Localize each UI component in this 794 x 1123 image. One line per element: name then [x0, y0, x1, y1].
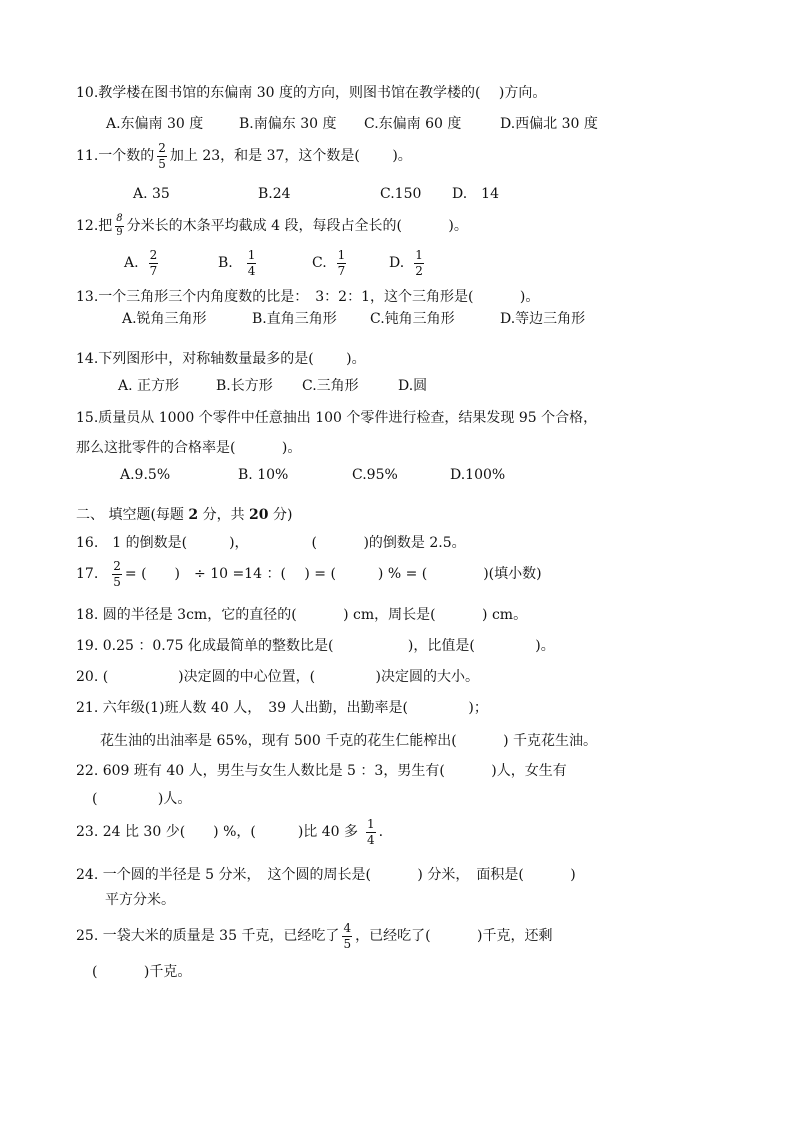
question-15-option-b: B. 10% — [238, 467, 289, 483]
fraction-denominator: 4 — [367, 832, 375, 847]
question-14-option-c: C.三角形 — [302, 378, 359, 394]
question-25-prefix: 25. 一袋大米的质量是 35 千克，已经吃了 — [76, 928, 340, 945]
option-label: D. — [389, 255, 405, 272]
question-25-line2: ( )千克。 — [92, 964, 192, 980]
fraction-denominator: 5 — [158, 156, 166, 171]
question-15-option-d: D.100% — [450, 467, 506, 483]
question-17 — [76, 560, 542, 588]
question-18: 18. 圆的半径是 3cm，它的直径的( ) cm，周长是( ) cm。 — [76, 607, 528, 623]
question-23-prefix: 23. 24 比 30 少( ) %，( )比 40 多 — [76, 824, 359, 841]
question-22-line2: ( )人。 — [92, 791, 192, 807]
fraction-numerator: 2 — [158, 141, 166, 155]
question-15-option-c: C.95% — [352, 467, 398, 483]
question-11-suffix: 加上 23，和是 37，这个数是( )。 — [169, 148, 412, 165]
question-13-option-d: D.等边三角形 — [500, 311, 586, 327]
heading-text: 分) — [268, 507, 293, 523]
option-label: A. — [124, 255, 139, 272]
question-21-line2: 花生油的出油率是 65%，现有 500 千克的花生仁能榨出( ) 千克花生油。 — [100, 733, 598, 749]
question-25-suffix: ，已经吃了( )千克，还剩 — [355, 928, 553, 945]
option-fraction — [247, 249, 257, 277]
fraction-numerator: 8 — [115, 214, 123, 227]
question-10-option-b: B.南偏东 30 度 — [239, 116, 337, 132]
option-label: B. — [218, 255, 233, 272]
question-17-suffix: = ( ) ÷ 10 =14 ：( ) = ( ) % = ( )(填小数) — [124, 566, 542, 583]
fraction-denominator: 4 — [247, 263, 256, 278]
fraction-numerator: 1 — [415, 248, 423, 262]
fraction-numerator: 2 — [149, 248, 158, 262]
question-14-option-b: B.长方形 — [216, 378, 273, 394]
heading-text: 分，共 — [198, 507, 250, 523]
question-24-line1: 24. 一个圆的半径是 5 分米， 这个圆的周长是( ) 分米， 面积是( ) — [76, 867, 576, 883]
question-13-option-c: C.钝角三角形 — [370, 311, 455, 327]
fraction-numerator: 4 — [343, 921, 352, 935]
question-22-line1: 22. 609 班有 40 人，男生与女生人数比是 5 ：3，男生有( )人，女生有 — [76, 763, 567, 779]
question-19: 19. 0.25 ：0.75 化成最简单的整数比是( )，比值是( )。 — [76, 638, 555, 654]
question-17-label: 17. — [76, 566, 99, 583]
fraction-denominator: 7 — [149, 263, 158, 278]
question-10-stem: 10.教学楼在图书馆的东偏南 30 度的方向，则图书馆在教学楼的( )方向。 — [76, 85, 547, 101]
heading-text: 二、 填空题(每题 — [76, 507, 189, 523]
question-24-line2: 平方分米。 — [105, 892, 175, 908]
question-12-fraction — [115, 214, 123, 238]
fraction-numerator: 2 — [113, 559, 121, 573]
fraction-numerator: 1 — [247, 248, 256, 262]
question-15-line2: 那么这批零件的合格率是( )。 — [76, 440, 302, 456]
question-10-option-c: C.东偏南 60 度 — [364, 116, 462, 132]
question-21-line1: 21. 六年级(1)班人数 40 人， 39 人出勤，出勤率是( )； — [76, 700, 488, 716]
question-12-stem — [76, 214, 468, 238]
question-12-option-c — [312, 249, 349, 277]
question-17-fraction — [112, 560, 122, 588]
question-11-stem — [76, 142, 412, 170]
question-23 — [76, 818, 383, 846]
question-12-option-b — [218, 249, 259, 277]
question-12-prefix: 12.把 — [76, 218, 113, 234]
option-fraction — [149, 249, 159, 277]
question-13-option-b: B.直角三角形 — [252, 311, 337, 327]
fraction-denominator: 7 — [337, 263, 346, 278]
question-13-option-a: A.锐角三角形 — [122, 311, 207, 327]
fraction-denominator: 9 — [116, 226, 123, 238]
question-14-option-d: D.圆 — [398, 378, 428, 394]
question-14-option-a: A. 正方形 — [118, 378, 180, 394]
question-14-stem: 14.下列图形中，对称轴数量最多的是( )。 — [76, 351, 366, 367]
section-2-heading — [76, 508, 292, 522]
fraction-numerator: 1 — [367, 817, 375, 831]
question-16: 16. 1 的倒数是( )， ( )的倒数是 2.5。 — [76, 535, 466, 551]
question-10-option-a: A.东偏南 30 度 — [106, 116, 204, 132]
option-fraction — [414, 249, 424, 277]
question-11-prefix: 11.一个数的 — [76, 148, 155, 165]
option-fraction — [337, 249, 347, 277]
heading-points: 2 — [188, 507, 199, 523]
fraction-denominator: 2 — [415, 263, 423, 278]
fraction-denominator: 5 — [113, 574, 121, 589]
question-11-option-a: A. 35 — [133, 186, 170, 202]
question-20: 20. ( )决定圆的中心位置，( )决定圆的大小。 — [76, 669, 480, 685]
question-11-option-c: C.150 — [380, 186, 422, 202]
option-label: C. — [312, 255, 327, 272]
question-25-fraction — [342, 922, 352, 950]
question-11-fraction — [157, 142, 167, 170]
question-23-fraction — [366, 818, 376, 846]
question-11-option-b: B.24 — [258, 186, 291, 202]
question-25-line1 — [76, 922, 552, 950]
question-12-suffix: 分米长的木条平均截成 4 段，每段占全长的( )。 — [126, 218, 468, 234]
question-23-suffix: . — [378, 824, 384, 841]
question-10-option-d: D.西偏北 30 度 — [500, 116, 598, 132]
fraction-denominator: 5 — [343, 936, 352, 951]
question-13-stem: 13.一个三角形三个内角度数的比是： 3：2：1，这个三角形是( )。 — [76, 289, 540, 305]
question-15-option-a: A.9.5% — [120, 467, 171, 483]
question-15-line1: 15.质量员从 1000 个零件中任意抽出 100 个零件进行检查，结果发现 95 个合格， — [76, 410, 598, 426]
question-12-option-d — [389, 249, 427, 277]
fraction-numerator: 1 — [337, 248, 346, 262]
question-11-option-d: D. 14 — [452, 186, 499, 202]
heading-total: 20 — [249, 507, 269, 523]
question-12-option-a — [124, 249, 161, 277]
